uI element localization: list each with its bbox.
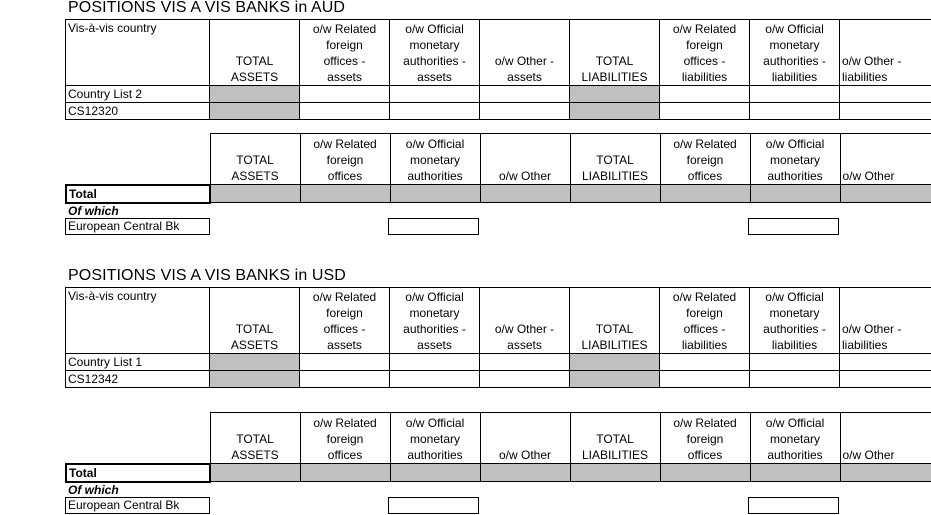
cell[interactable] [390,464,480,482]
ecb-label: European Central Bk [65,497,210,514]
cell[interactable] [750,185,840,203]
row-label: Country List 2 [66,86,210,103]
col-header-total-liabilities: TOTAL LIABILITIES [570,288,660,354]
col-header-related: o/w Related foreign offices [300,413,390,464]
col-header-official: o/w Official monetary authorities [390,134,480,185]
col-header-official-liabilities: o/w Official monetary authorities - liabilities [750,288,840,354]
col-header-related: o/w Related foreign offices [660,413,750,464]
cell[interactable] [480,185,570,203]
col-header-total-liabilities: TOTAL LIABILITIES [570,20,660,86]
ecb-official-assets-input[interactable] [388,218,479,235]
cell[interactable] [570,185,660,203]
total-table-usd [65,412,931,483]
col-header-related: o/w Related foreign offices [300,134,390,185]
cell[interactable] [570,371,660,388]
col-header-official-liabilities: o/w Official monetary authorities - liabilities [750,20,840,86]
cell[interactable] [300,86,390,103]
blank-header [66,413,210,464]
cell[interactable] [840,464,931,482]
of-which-label: Of which [68,483,119,497]
total-header-row [66,413,931,464]
table-row [66,86,931,103]
cell[interactable] [840,371,931,388]
col-header-related: o/w Related foreign offices [660,134,750,185]
cell[interactable] [300,185,390,203]
cell[interactable] [840,103,931,120]
col-header-other: o/w Other [480,134,570,185]
cell[interactable] [300,464,390,482]
total-label: Total [66,185,210,203]
col-header-other-liabilities: o/w Other - liabilities [840,20,931,86]
cell[interactable] [210,86,300,103]
detail-table-aud [65,19,931,120]
total-table-aud [65,133,931,204]
row-label: Country List 1 [66,354,210,371]
col-header-other: o/w Other [840,134,931,185]
col-header-related-assets: o/w Related foreign offices - assets [300,288,390,354]
cell[interactable] [210,371,300,388]
cell[interactable] [390,86,480,103]
table-row [66,103,931,120]
cell[interactable] [840,86,931,103]
section-title-usd: POSITIONS VIS A VIS BANKS in USD [68,267,346,284]
col-header-official: o/w Official monetary authorities [750,134,840,185]
cell[interactable] [480,464,570,482]
row-label: CS12320 [66,103,210,120]
cell[interactable] [480,371,570,388]
cell[interactable] [750,86,840,103]
col-header-total-liabilities: TOTAL LIABILITIES [570,413,660,464]
detail-header-row [66,288,931,354]
cell[interactable] [480,354,570,371]
col-header-other: o/w Other [840,413,931,464]
cell[interactable] [840,185,931,203]
col-header-total-liabilities: TOTAL LIABILITIES [570,134,660,185]
ecb-label: European Central Bk [65,218,210,235]
cell[interactable] [300,371,390,388]
cell[interactable] [300,354,390,371]
col-header-related-assets: o/w Related foreign offices - assets [300,20,390,86]
cell[interactable] [210,354,300,371]
cell[interactable] [570,86,660,103]
cell[interactable] [390,185,480,203]
cell[interactable] [570,464,660,482]
cell[interactable] [750,103,840,120]
cell[interactable] [210,103,300,120]
cell[interactable] [750,371,840,388]
country-header: Vis-à-vis country [66,20,210,86]
total-row [66,185,931,203]
col-header-other-assets: o/w Other - assets [480,20,570,86]
ecb-official-assets-input[interactable] [388,497,479,514]
cell[interactable] [210,464,300,482]
cell[interactable] [660,103,750,120]
col-header-official: o/w Official monetary authorities [390,413,480,464]
cell[interactable] [660,86,750,103]
col-header-total-assets: TOTAL ASSETS [210,413,300,464]
detail-table-usd [65,287,931,388]
cell[interactable] [390,354,480,371]
cell[interactable] [210,185,300,203]
col-header-total-assets: TOTAL ASSETS [210,20,300,86]
of-which-label: Of which [68,204,119,218]
cell[interactable] [660,371,750,388]
cell[interactable] [840,354,931,371]
col-header-other: o/w Other [480,413,570,464]
cell[interactable] [660,354,750,371]
col-header-related-liabilities: o/w Related foreign offices - liabilities [660,288,750,354]
detail-header-row [66,20,931,86]
cell[interactable] [660,185,750,203]
total-label: Total [66,464,210,482]
cell[interactable] [660,464,750,482]
cell[interactable] [390,371,480,388]
row-label: CS12342 [66,371,210,388]
country-header: Vis-à-vis country [66,288,210,354]
col-header-other-assets: o/w Other - assets [480,288,570,354]
cell[interactable] [750,354,840,371]
cell[interactable] [750,464,840,482]
blank-header [66,134,210,185]
col-header-official-assets: o/w Official monetary authorities - assets [390,288,480,354]
section-title-aud: POSITIONS VIS A VIS BANKS in AUD [68,0,346,16]
cell[interactable] [390,103,480,120]
col-header-official: o/w Official monetary authorities [750,413,840,464]
ecb-official-liabilities-input[interactable] [748,218,839,235]
cell[interactable] [570,103,660,120]
col-header-related-liabilities: o/w Related foreign offices - liabilities [660,20,750,86]
col-header-total-assets: TOTAL ASSETS [210,134,300,185]
table-row [66,354,931,371]
ecb-official-liabilities-input[interactable] [748,497,839,514]
total-header-row [66,134,931,185]
cell[interactable] [570,354,660,371]
total-row [66,464,931,482]
cell[interactable] [480,103,570,120]
table-row [66,371,931,388]
col-header-total-assets: TOTAL ASSETS [210,288,300,354]
cell[interactable] [480,86,570,103]
col-header-official-assets: o/w Official monetary authorities - assets [390,20,480,86]
cell[interactable] [300,103,390,120]
col-header-other-liabilities: o/w Other - liabilities [840,288,931,354]
